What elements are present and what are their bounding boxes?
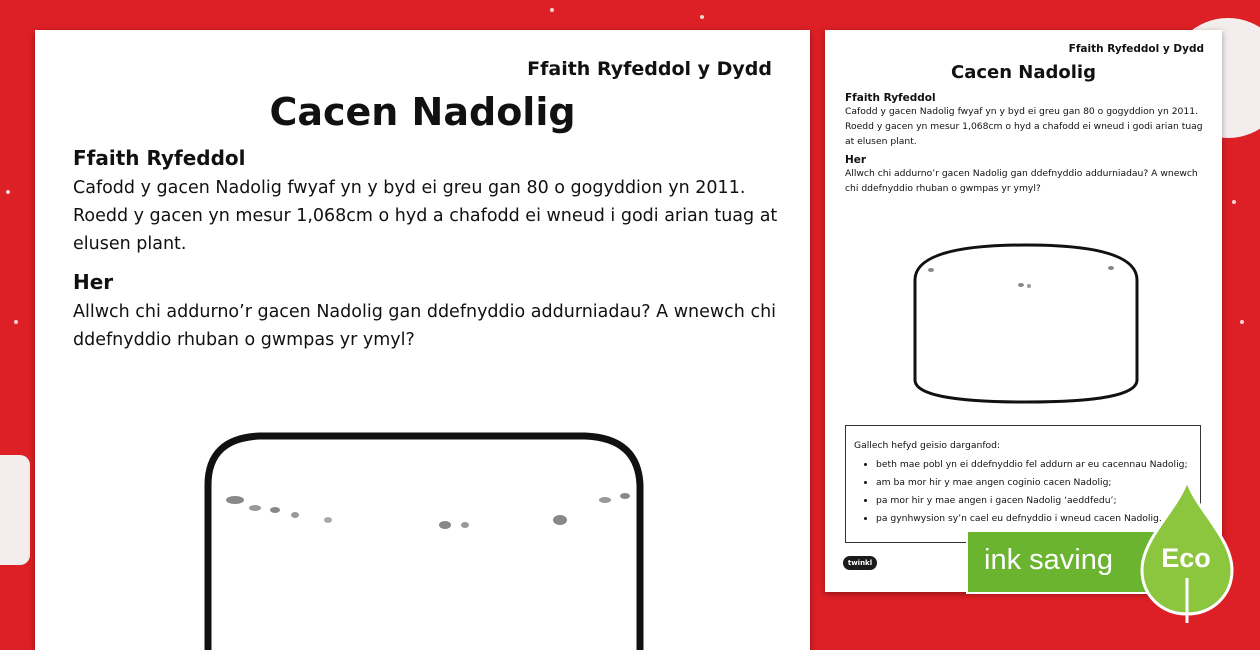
preview-challenge-section [845, 154, 1204, 196]
further-research-title: Gallech hefyd geisio darganfod: [854, 440, 1001, 451]
challenge-section [73, 270, 780, 354]
background-dot [14, 320, 18, 324]
challenge-heading: Her [73, 270, 114, 294]
preview-fact-heading: Ffaith Ryfeddol [845, 92, 936, 104]
preview-cake-icon [911, 240, 1141, 405]
preview-title: Cacen Nadolig [950, 62, 1096, 83]
background-dot [1232, 200, 1236, 204]
fact-heading: Ffaith Ryfeddol [73, 146, 246, 170]
background-decoration [0, 455, 30, 565]
list-item: • am ba mor hir y mae angen coginio cacen Nadolig; [876, 477, 1192, 488]
list-item: • pa gynhwysion sy’n cael eu defnyddio i wneud cacen Nadolig. [876, 513, 1192, 524]
page-title: Cacen Nadolig [269, 90, 576, 134]
page-subtitle: Ffaith Ryfeddol y Dydd [527, 58, 772, 80]
cake-outline-icon [200, 430, 650, 650]
preview-challenge-text: Allwch chi addurno’r gacen Nadolig gan ddefnyddio addurniadau? A wnewch chi ddefnyddio rhuban o gwmpas yr ymyl? [845, 168, 1198, 194]
eco-label: Eco [1161, 543, 1211, 573]
list-item: • pa mor hir y mae angen i gacen Nadolig ‘aeddfedu’; [876, 495, 1192, 506]
preview-fact-text: Cafodd y gacen Nadolig fwyaf yn y byd ei greu gan 80 o gogyddion yn 2011. Roedd y gacen yn mesur 1,068cm o hyd a chafodd ei wneud i godi arian tuag at elusen plant. [845, 106, 1203, 147]
background-dot [6, 190, 10, 194]
background-dot [550, 8, 554, 12]
background-dot [1240, 320, 1244, 324]
preview-fact-section [845, 92, 1204, 149]
ink-saving-label: ink saving [984, 544, 1113, 576]
preview-subtitle: Ffaith Ryfeddol y Dydd [1068, 43, 1204, 55]
preview-challenge-heading: Her [845, 154, 867, 166]
twinkl-logo: twinkl [843, 556, 877, 570]
worksheet-page [35, 30, 810, 650]
background-dot [700, 15, 704, 19]
fact-section [73, 146, 780, 258]
list-item: • beth mae pobl yn ei ddefnyddio fel addurn ar eu cacennau Nadolig; [876, 459, 1192, 470]
fact-text: Cafodd y gacen Nadolig fwyaf yn y byd ei greu gan 80 o gogyddion yn 2011. Roedd y gacen yn mesur 1,068cm o hyd a chafodd ei wneud i godi arian tuag at elusen plant. [73, 178, 778, 254]
challenge-text: Allwch chi addurno’r gacen Nadolig gan ddefnyddio addurniadau? A wnewch chi ddefnyddio rhuban o gwmpas yr ymyl? [73, 302, 777, 350]
